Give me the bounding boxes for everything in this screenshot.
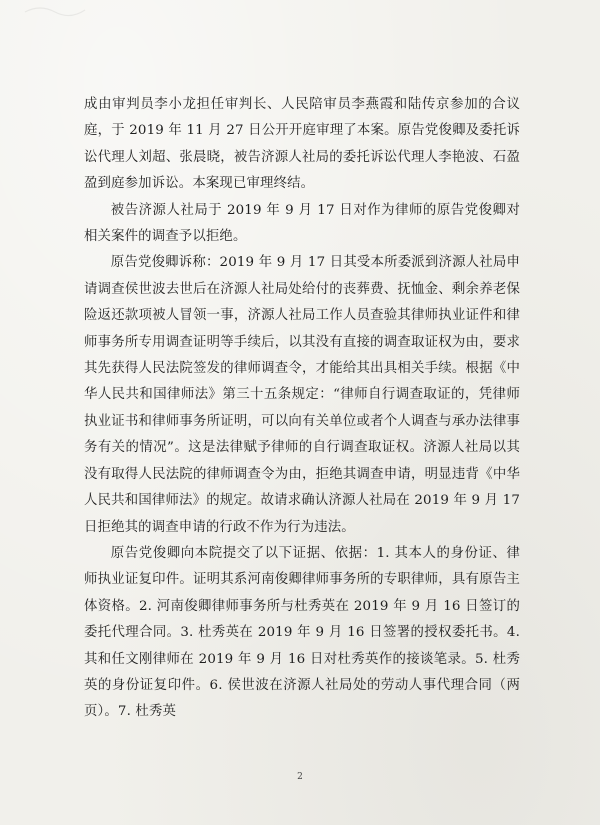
paragraph-evidence-list: 原告党俊卿向本院提交了以下证据、依据：1. 其本人的身份证、律师执业证复印件。证明其系河南俊卿律师事务所的专职律师，具有原告主体资格。2. 河南俊卿律师事务所与杜秀英在 2019 年 9 月 16 日签订的委托代理合同。3. 杜秀英在 2019 年 9 月 16 日签署的授权委托书。4. 其和任文刚律师在 2019 年 9 月 16 日对杜秀英作的接谈笔录。5. 杜秀英的身份证复印件。6. 侯世波在济源人社局处的劳动人事代理合同（两页）。7. 杜秀英	[84, 545, 520, 720]
page-number: 2	[297, 772, 303, 782]
paragraph-trial-info: 成由审判员李小龙担任审判长、人民陪审员李燕霞和陆传京参加的合议庭，于 2019 年 11 月 27 日公开开庭审理了本案。原告党俊卿及委托诉讼代理人刘超、张晨晓，被告济源人社局的委托诉讼代理人李艳波、石盈盈到庭参加诉讼。本案现已审理终结。	[84, 97, 520, 192]
scan-artifact	[20, 0, 90, 30]
document-body	[84, 92, 520, 726]
paragraph-refusal-fact: 被告济源人社局于 2019 年 9 月 17 日对作为律师的原告党俊卿对相关案件的调查予以拒绝。	[84, 202, 520, 245]
paragraph-plaintiff-claim: 原告党俊卿诉称：2019 年 9 月 17 日其受本所委派到济源人社局申请调查侯世波去世后在济源人社局处给付的丧葬费、抚恤金、剩余养老保险返还款项被人冒领一事，济源人社局工作人员查验其律师执业证件和律师事务所专用调查证明等手续后，以其没有直接的调查取证权为由，要求其先获得人民法院签发的律师调查令，才能给其出具相关手续。根据《中华人民共和国律师法》第三十五条规定：“律师自行调查取证的，凭律师执业证书和律师事务所证明，可以向有关单位或者个人调查与承办法律事务有关的情况”。这是法律赋予律师的自行调查取证权。济源人社局以其没有取得人民法院的律师调查令为由，拒绝其调查申请，明显违背《中华人民共和国律师法》的规定。故请求确认济源人社局在 2019 年 9 月 17 日拒绝其的调查申请的行政不作为行为违法。	[84, 255, 520, 535]
